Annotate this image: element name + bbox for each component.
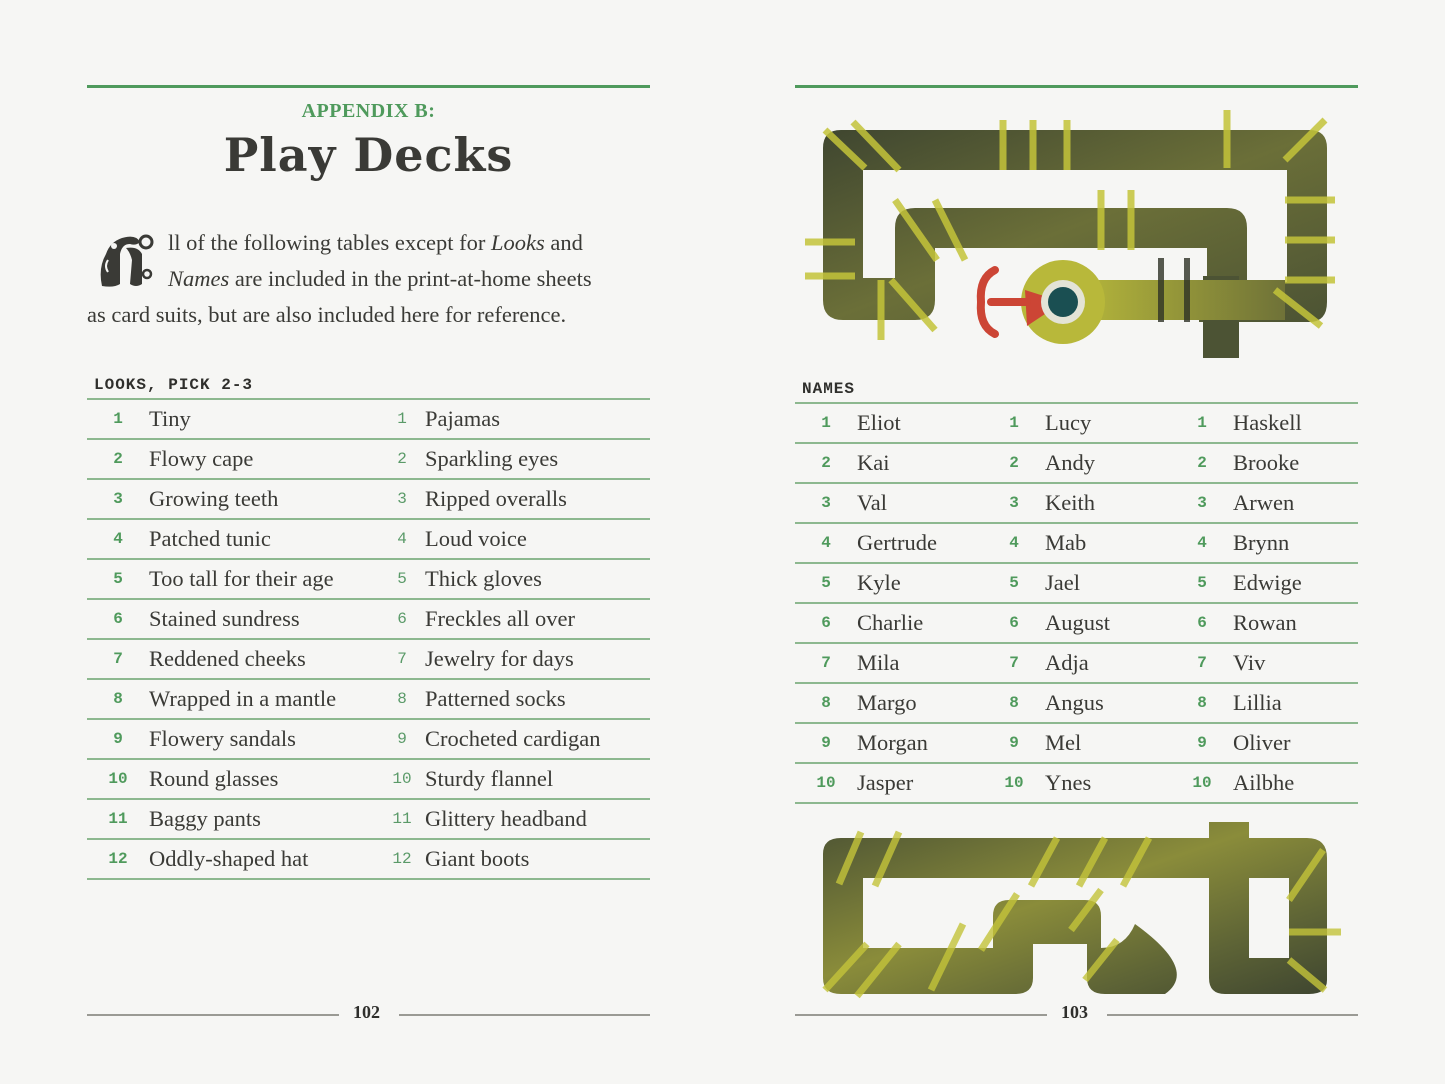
roll-number: 2 xyxy=(397,450,407,468)
roll-number: 4 xyxy=(113,530,123,548)
roll-number: 12 xyxy=(108,850,128,868)
intro-text: ll of the following tables except for xyxy=(168,230,492,255)
table-row xyxy=(795,644,1358,684)
name-entry: Rowan xyxy=(1233,610,1297,635)
looks-cell-left xyxy=(87,446,379,472)
names-table xyxy=(795,402,1358,804)
looks-cell-right xyxy=(379,806,650,832)
look-entry: Wrapped in a mantle xyxy=(149,686,337,711)
looks-cell-right xyxy=(379,766,650,792)
name-entry: Ailbhe xyxy=(1233,770,1295,795)
roll-number: 5 xyxy=(113,570,123,588)
names-cell xyxy=(1171,570,1359,596)
roll-number: 7 xyxy=(397,650,407,668)
looks-cell-right xyxy=(379,686,650,712)
intro-paragraph xyxy=(87,225,650,333)
page-title: Play Decks xyxy=(223,128,514,182)
roll-number: 8 xyxy=(1197,694,1207,712)
table-row xyxy=(87,600,650,640)
look-entry: Growing teeth xyxy=(149,486,279,511)
footer-rule xyxy=(399,1014,650,1016)
names-cell xyxy=(1171,730,1359,756)
serpent-illustration-bottom xyxy=(795,820,1358,1000)
appendix-label: APPENDIX B: xyxy=(301,100,436,122)
roll-number: 4 xyxy=(397,530,407,548)
roll-number: 9 xyxy=(397,730,407,748)
names-cell xyxy=(1171,530,1359,556)
names-cell xyxy=(983,770,1171,796)
name-entry: Lucy xyxy=(1045,410,1092,435)
roll-number: 7 xyxy=(821,654,831,672)
name-entry: Adja xyxy=(1045,650,1089,675)
name-entry: Gertrude xyxy=(857,530,937,555)
table-row xyxy=(87,800,650,840)
footer-rule xyxy=(795,1014,1047,1016)
look-entry: Freckles all over xyxy=(425,606,575,631)
looks-cell-left xyxy=(87,806,379,832)
top-rule xyxy=(795,85,1358,88)
table-row xyxy=(87,760,650,800)
intro-emphasis-looks: Looks xyxy=(491,230,545,255)
roll-number: 8 xyxy=(1009,694,1019,712)
roll-number: 6 xyxy=(821,614,831,632)
table-row xyxy=(87,640,650,680)
roll-number: 3 xyxy=(1009,494,1019,512)
roll-number: 4 xyxy=(821,534,831,552)
names-cell xyxy=(1171,610,1359,636)
name-entry: Lillia xyxy=(1233,690,1282,715)
table-row xyxy=(795,724,1358,764)
name-entry: Eliot xyxy=(857,410,901,435)
name-entry: Charlie xyxy=(857,610,924,635)
looks-cell-left xyxy=(87,406,379,432)
name-entry: Viv xyxy=(1233,650,1266,675)
name-entry: Oliver xyxy=(1233,730,1291,755)
roll-number: 6 xyxy=(397,610,407,628)
footer-rule xyxy=(87,1014,339,1016)
name-entry: August xyxy=(1045,610,1111,635)
roll-number: 8 xyxy=(113,690,123,708)
names-cell xyxy=(983,610,1171,636)
table-row xyxy=(795,564,1358,604)
roll-number: 10 xyxy=(816,774,836,792)
roll-number: 10 xyxy=(392,770,412,788)
roll-number: 10 xyxy=(108,770,128,788)
roll-number: 6 xyxy=(113,610,123,628)
name-entry: Mel xyxy=(1045,730,1082,755)
look-entry: Reddened cheeks xyxy=(149,646,306,671)
roll-number: 6 xyxy=(1197,614,1207,632)
table-row xyxy=(87,720,650,760)
table-row xyxy=(795,684,1358,724)
intro-text: as card suits, but are also included here for reference. xyxy=(87,302,567,327)
table-row xyxy=(87,840,650,880)
roll-number: 7 xyxy=(113,650,123,668)
look-entry: Patterned socks xyxy=(425,686,566,711)
names-cell xyxy=(983,650,1171,676)
looks-cell-right xyxy=(379,486,650,512)
names-cell xyxy=(1171,490,1359,516)
roll-number: 6 xyxy=(1009,614,1019,632)
names-cell xyxy=(795,530,983,556)
name-entry: Keith xyxy=(1045,490,1095,515)
footer-rule xyxy=(1107,1014,1358,1016)
roll-number: 8 xyxy=(397,690,407,708)
names-cell xyxy=(795,650,983,676)
roll-number: 4 xyxy=(1197,534,1207,552)
roll-number: 11 xyxy=(108,810,128,828)
looks-cell-right xyxy=(379,526,650,552)
names-cell xyxy=(795,770,983,796)
name-entry: Margo xyxy=(857,690,917,715)
table-row xyxy=(795,604,1358,644)
name-entry: Haskell xyxy=(1233,410,1302,435)
look-entry: Pajamas xyxy=(425,406,500,431)
looks-cell-left xyxy=(87,606,379,632)
roll-number: 10 xyxy=(1192,774,1212,792)
names-cell xyxy=(1171,450,1359,476)
names-cell xyxy=(795,450,983,476)
roll-number: 2 xyxy=(1009,454,1019,472)
page-number: 102 xyxy=(353,1002,380,1022)
look-entry: Flowery sandals xyxy=(149,726,296,751)
look-entry: Oddly-shaped hat xyxy=(149,846,309,871)
looks-cell-left xyxy=(87,846,379,872)
looks-cell-left xyxy=(87,486,379,512)
look-entry: Giant boots xyxy=(425,846,530,871)
looks-cell-left xyxy=(87,646,379,672)
looks-cell-right xyxy=(379,566,650,592)
roll-number: 9 xyxy=(1197,734,1207,752)
looks-cell-left xyxy=(87,566,379,592)
roll-number: 10 xyxy=(1004,774,1024,792)
roll-number: 9 xyxy=(821,734,831,752)
roll-number: 7 xyxy=(1197,654,1207,672)
look-entry: Tiny xyxy=(149,406,191,431)
look-entry: Sturdy flannel xyxy=(425,766,554,791)
table-row xyxy=(87,400,650,440)
roll-number: 1 xyxy=(1009,414,1019,432)
names-cell xyxy=(795,690,983,716)
name-entry: Angus xyxy=(1045,690,1104,715)
roll-number: 12 xyxy=(392,850,412,868)
looks-cell-right xyxy=(379,646,650,672)
name-entry: Andy xyxy=(1045,450,1095,475)
name-entry: Brooke xyxy=(1233,450,1300,475)
look-entry: Glittery headband xyxy=(425,806,587,831)
table-row xyxy=(795,764,1358,804)
looks-table-heading: LOOKS, PICK 2-3 xyxy=(94,376,254,394)
looks-cell-left xyxy=(87,726,379,752)
roll-number: 1 xyxy=(113,410,123,428)
looks-cell-right xyxy=(379,606,650,632)
look-entry: Stained sundress xyxy=(149,606,300,631)
intro-emphasis-names: Names xyxy=(168,266,230,291)
roll-number: 5 xyxy=(1009,574,1019,592)
roll-number: 1 xyxy=(1197,414,1207,432)
names-cell xyxy=(983,570,1171,596)
looks-cell-left xyxy=(87,526,379,552)
table-row xyxy=(87,680,650,720)
names-cell xyxy=(1171,410,1359,436)
names-cell xyxy=(983,490,1171,516)
names-cell xyxy=(983,690,1171,716)
name-entry: Kai xyxy=(857,450,890,475)
look-entry: Thick gloves xyxy=(425,566,542,591)
names-cell xyxy=(795,610,983,636)
names-cell xyxy=(795,490,983,516)
roll-number: 4 xyxy=(1009,534,1019,552)
roll-number: 3 xyxy=(821,494,831,512)
table-row xyxy=(87,440,650,480)
names-cell xyxy=(983,410,1171,436)
roll-number: 1 xyxy=(397,410,407,428)
roll-number: 8 xyxy=(821,694,831,712)
look-entry: Jewelry for days xyxy=(425,646,574,671)
name-entry: Jasper xyxy=(857,770,914,795)
roll-number: 7 xyxy=(1009,654,1019,672)
names-cell xyxy=(1171,690,1359,716)
looks-cell-right xyxy=(379,406,650,432)
page-number: 103 xyxy=(1061,1002,1088,1022)
roll-number: 9 xyxy=(1009,734,1019,752)
names-cell xyxy=(983,450,1171,476)
name-entry: Mab xyxy=(1045,530,1087,555)
roll-number: 5 xyxy=(1197,574,1207,592)
name-entry: Mila xyxy=(857,650,900,675)
looks-cell-left xyxy=(87,686,379,712)
top-rule xyxy=(87,85,650,88)
look-entry: Ripped overalls xyxy=(425,486,567,511)
names-cell xyxy=(983,730,1171,756)
table-row xyxy=(87,520,650,560)
look-entry: Loud voice xyxy=(425,526,527,551)
names-cell xyxy=(795,570,983,596)
name-entry: Jael xyxy=(1045,570,1080,595)
table-row xyxy=(87,480,650,520)
table-row xyxy=(87,560,650,600)
intro-text: and xyxy=(544,230,583,255)
names-cell xyxy=(1171,650,1359,676)
name-entry: Kyle xyxy=(857,570,901,595)
looks-cell-right xyxy=(379,446,650,472)
name-entry: Arwen xyxy=(1233,490,1295,515)
table-row xyxy=(795,404,1358,444)
look-entry: Crocheted cardigan xyxy=(425,726,601,751)
page-footer xyxy=(795,1000,1358,1030)
table-row xyxy=(795,484,1358,524)
name-entry: Ynes xyxy=(1045,770,1092,795)
roll-number: 3 xyxy=(1197,494,1207,512)
roll-number: 3 xyxy=(397,490,407,508)
name-entry: Edwige xyxy=(1233,570,1302,595)
roll-number: 2 xyxy=(821,454,831,472)
looks-cell-right xyxy=(379,726,650,752)
table-row xyxy=(795,524,1358,564)
looks-cell-left xyxy=(87,766,379,792)
roll-number: 5 xyxy=(397,570,407,588)
look-entry: Round glasses xyxy=(149,766,279,791)
roll-number: 11 xyxy=(392,810,412,828)
look-entry: Sparkling eyes xyxy=(425,446,559,471)
roll-number: 2 xyxy=(1197,454,1207,472)
names-cell xyxy=(1171,770,1359,796)
names-cell xyxy=(795,730,983,756)
name-entry: Brynn xyxy=(1233,530,1290,555)
roll-number: 9 xyxy=(113,730,123,748)
look-entry: Baggy pants xyxy=(149,806,261,831)
roll-number: 3 xyxy=(113,490,123,508)
name-entry: Val xyxy=(857,490,887,515)
page-footer xyxy=(87,1000,650,1030)
name-entry: Morgan xyxy=(857,730,928,755)
names-cell xyxy=(795,410,983,436)
looks-cell-right xyxy=(379,846,650,872)
roll-number: 2 xyxy=(113,450,123,468)
roll-number: 5 xyxy=(821,574,831,592)
look-entry: Flowy cape xyxy=(149,446,254,471)
intro-text: are included in the print-at-home sheets xyxy=(229,266,592,291)
names-cell xyxy=(983,530,1171,556)
names-table-heading: NAMES xyxy=(802,380,856,398)
looks-table xyxy=(87,398,650,880)
table-row xyxy=(795,444,1358,484)
look-entry: Patched tunic xyxy=(149,526,271,551)
serpent-illustration-top xyxy=(795,100,1358,360)
roll-number: 1 xyxy=(821,414,831,432)
look-entry: Too tall for their age xyxy=(149,566,334,591)
